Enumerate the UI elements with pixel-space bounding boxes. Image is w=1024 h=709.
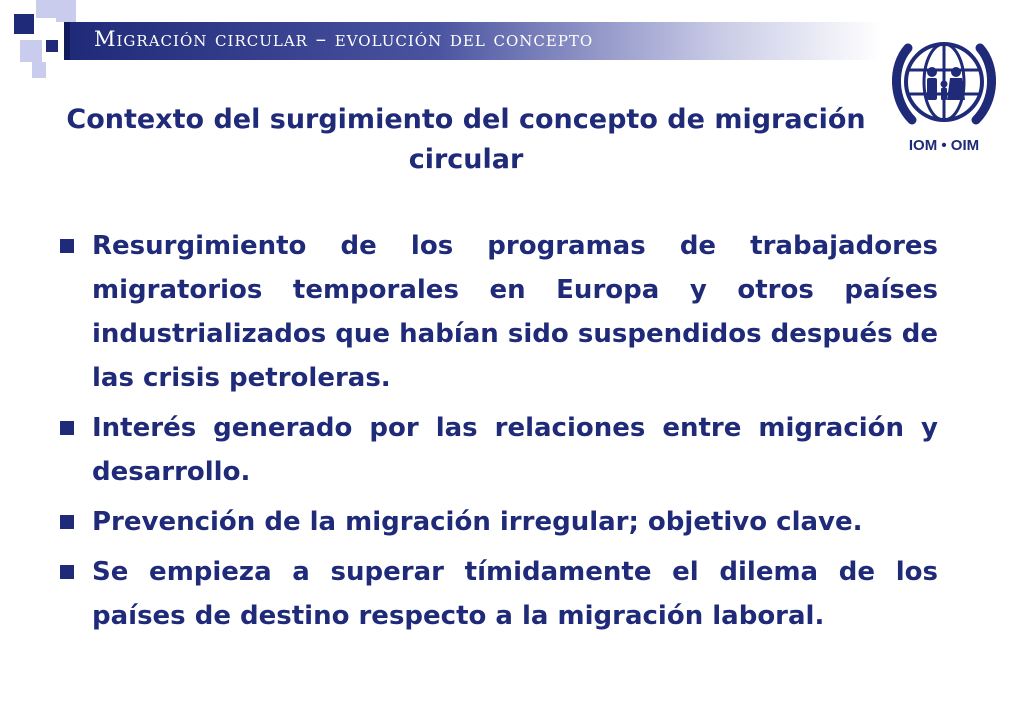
bullet-item (56, 224, 938, 400)
decorative-square (32, 62, 46, 78)
square-bullet-icon (60, 239, 74, 253)
square-bullet-icon (60, 515, 74, 529)
decorative-square (14, 14, 34, 34)
header-bar (64, 22, 882, 60)
square-bullet-icon (60, 421, 74, 435)
iom-logo-icon (888, 26, 1000, 138)
bullet-item (56, 550, 938, 638)
square-bullet-icon (60, 565, 74, 579)
bullet-text: Se empieza a superar tímidamente el dilema de los países de destino respecto a la migración laboral. (92, 557, 938, 631)
logo-text: IOM • OIM (908, 137, 980, 154)
bullet-text: Resurgimiento de los programas de trabajadores migratorios temporales en Europa y otros países industrializados que habían sido suspendidos después de las crisis petroleras. (92, 231, 938, 393)
header-title: Migración circular – evolución del concepto (94, 27, 594, 51)
decorative-square (20, 40, 42, 62)
bullet-list (56, 224, 938, 644)
decorative-square (56, 0, 76, 22)
decorative-square (46, 40, 58, 52)
slide-title: Contexto del surgimiento del concepto de migración circular (66, 104, 866, 175)
bullet-item (56, 406, 938, 494)
bullet-item (56, 500, 938, 544)
bullet-text: Prevención de la migración irregular; objetivo clave. (92, 507, 863, 537)
decorative-square (36, 0, 58, 18)
bullet-text: Interés generado por las relaciones entre migración y desarrollo. (92, 413, 938, 487)
